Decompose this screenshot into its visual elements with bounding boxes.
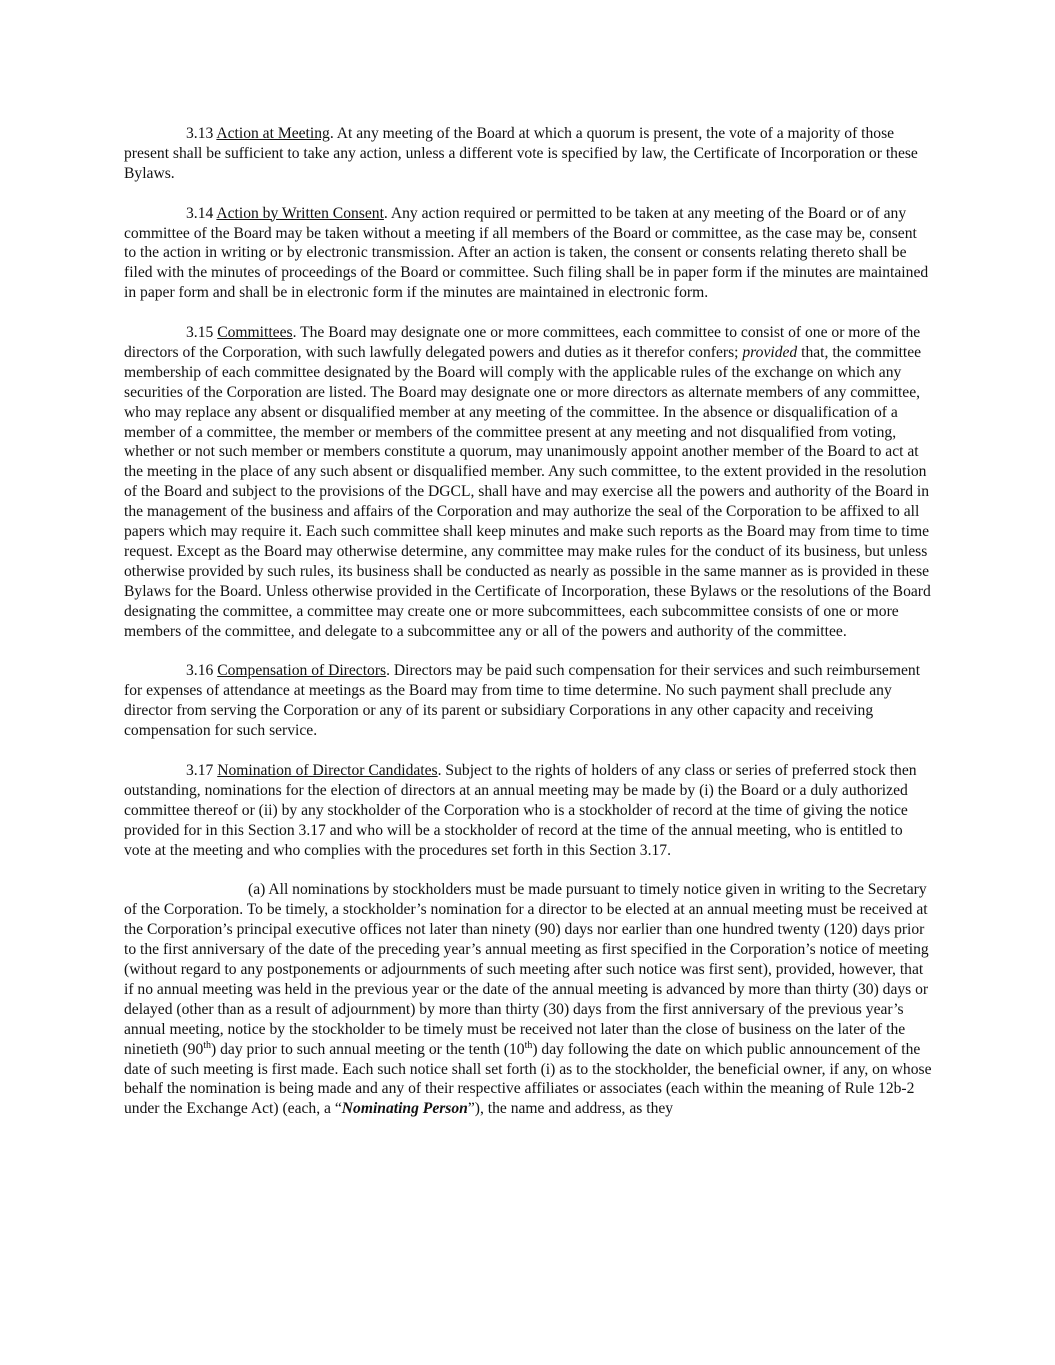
section-number: 3.17 [186,761,214,779]
section-body: . The Board may designate one or more committees, each committee to consist of one or more of the directors of the Corporation, with such lawfully delegated powers and duties as it therefor confers; [124,324,921,361]
section-heading: Action at Meeting [216,125,330,142]
defined-term: Nominating Person [341,1100,468,1118]
section-body: . At any meeting of the Board at which a quorum is present, the vote of a majority of those present shall be sufficient to take any action, unless a different vote is specified by law, the Certificate of Incorporation or these Bylaws. [124,125,918,182]
ordinal-suffix: th [524,1039,533,1051]
section-3-15 [124,323,932,642]
section-3-17 [124,761,932,861]
section-3-13 [124,124,932,184]
subsection-body: All nominations by stockholders must be made pursuant to timely notice given in writing to the Secretary of the Corporation. To be timely, a stockholder’s nomination for a director to be elected at an annual meeting must be received at the Corporation’s principal executive offices not later than ninety (90) days nor earlier than one hundred twenty (120) days prior to the first anniversary of the date of the preceding year’s annual meeting as first specified in the Corporation’s notice of meeting (without regard to any postponements or adjournments of such meeting after such notice was first sent), provided, however, that if no annual meeting was held in the previous year or the date of the annual meeting is advanced by more than thirty (30) days or delayed (other than as a result of adjournment) by more than thirty (30) days from the first anniversary of the previous year’s annual meeting, notice by the stockholder to be timely must be received not later than the close of business on the later of the ninetieth (90 [124,881,929,1058]
section-body: . Any action required or permitted to be taken at any meeting of the Board or of any committee of the Board may be taken without a meeting if all members of the Board or committee, as the case may be, consent to the action in writing or by electronic transmission. After an action is taken, the consent or consents relating thereto shall be filed with the minutes of proceedings of the Board or committee. Such filing shall be in paper form if the minutes are maintained in paper form and shall be in electronic form if the minutes are maintained in electronic form. [124,204,929,302]
section-3-16 [124,661,932,741]
subsection-body-continued: ) day prior to such annual meeting or the tenth (10 [211,1040,525,1058]
section-number: 3.16 [186,662,214,680]
section-heading: Action by Written Consent [216,204,384,222]
italic-term: provided [742,343,798,361]
section-number: 3.15 [186,324,214,342]
section-body: . Directors may be paid such compensation for their services and such reimbursement for expenses of attendance at meetings as the Board may from time to time determine. No such payment shall preclude any director from serving the Corporation or any of its parent or subsidiary Corporations in any other capacity and receiving compensation for such service. [124,662,921,740]
section-3-14 [124,204,932,304]
subsection-body-continued: ”), the name and address, as they [467,1100,674,1118]
document-page [124,124,932,1139]
subsection-a [124,880,932,1119]
subsection-body-continued: ) day following the date on which public announcement of the date of such meeting is first made. Each such notice shall set forth (i) as to the stockholder, the beneficial owner, if any, on whose behalf the nomination is being made and any of their respective affiliates or associates (each within the meaning of Rule 12b-2 under the Exchange Act) (each, a “ [124,1040,932,1118]
section-heading: Nomination of Director Candidates [217,761,438,779]
ordinal-suffix: th [203,1039,212,1051]
section-number: 3.13 [186,125,214,142]
section-number: 3.14 [186,204,214,222]
section-heading: Compensation of Directors [217,662,387,680]
subsection-label: (a) [248,881,266,899]
section-body: . Subject to the rights of holders of any class or series of preferred stock then outstanding, nominations for the election of directors at an annual meeting may be made by (i) the Board or a duly authorized committee thereof or (ii) by any stockholder of the Corporation who is a stockholder of record at the time of giving the notice provided for in this Section 3.17 and who will be a stockholder of record at the time of the annual meeting, who is entitled to vote at the meeting and who complies with the procedures set forth in this Section 3.17. [124,761,917,859]
section-heading: Committees [217,324,293,342]
section-body-continued: that, the committee membership of each committee designated by the Board will comply with the applicable rules of the exchange on which any securities of the Corporation are listed. The Board may designate one or more directors as alternate members of any committee, who may replace any absent or disqualified member at any meeting of the committee. In the absence or disqualification of a member of a committee, the member or members of the committee present at any meeting and not disqualified from voting, whether or not such member or members constitute a quorum, may unanimously appoint another member of the Board to act at the meeting in the place of any such absent or disqualified member. Any such committee, to the extent provided in the resolution of the Board and subject to the provisions of the DGCL, shall have and may exercise all the powers and authority of the Board in the management of the business and affairs of the Corporation and may authorize the seal of the Corporation to be affixed to all papers which may require it. Each such committee shall keep minutes and make such reports as the Board may from time to time request. Except as the Board may otherwise determine, any committee may make rules for the conduct of its business, but unless otherwise provided by such rules, its business shall be conducted as nearly as possible in the same manner as is provided in these Bylaws for the Board. Unless otherwise provided in the Certificate of Incorporation, these Bylaws or the resolutions of the Board designating the committee, a committee may create one or more subcommittees, each subcommittee consists of one or more members of the committee, and delegate to a subcommittee any or all of the powers and authority of the committee. [124,343,931,640]
